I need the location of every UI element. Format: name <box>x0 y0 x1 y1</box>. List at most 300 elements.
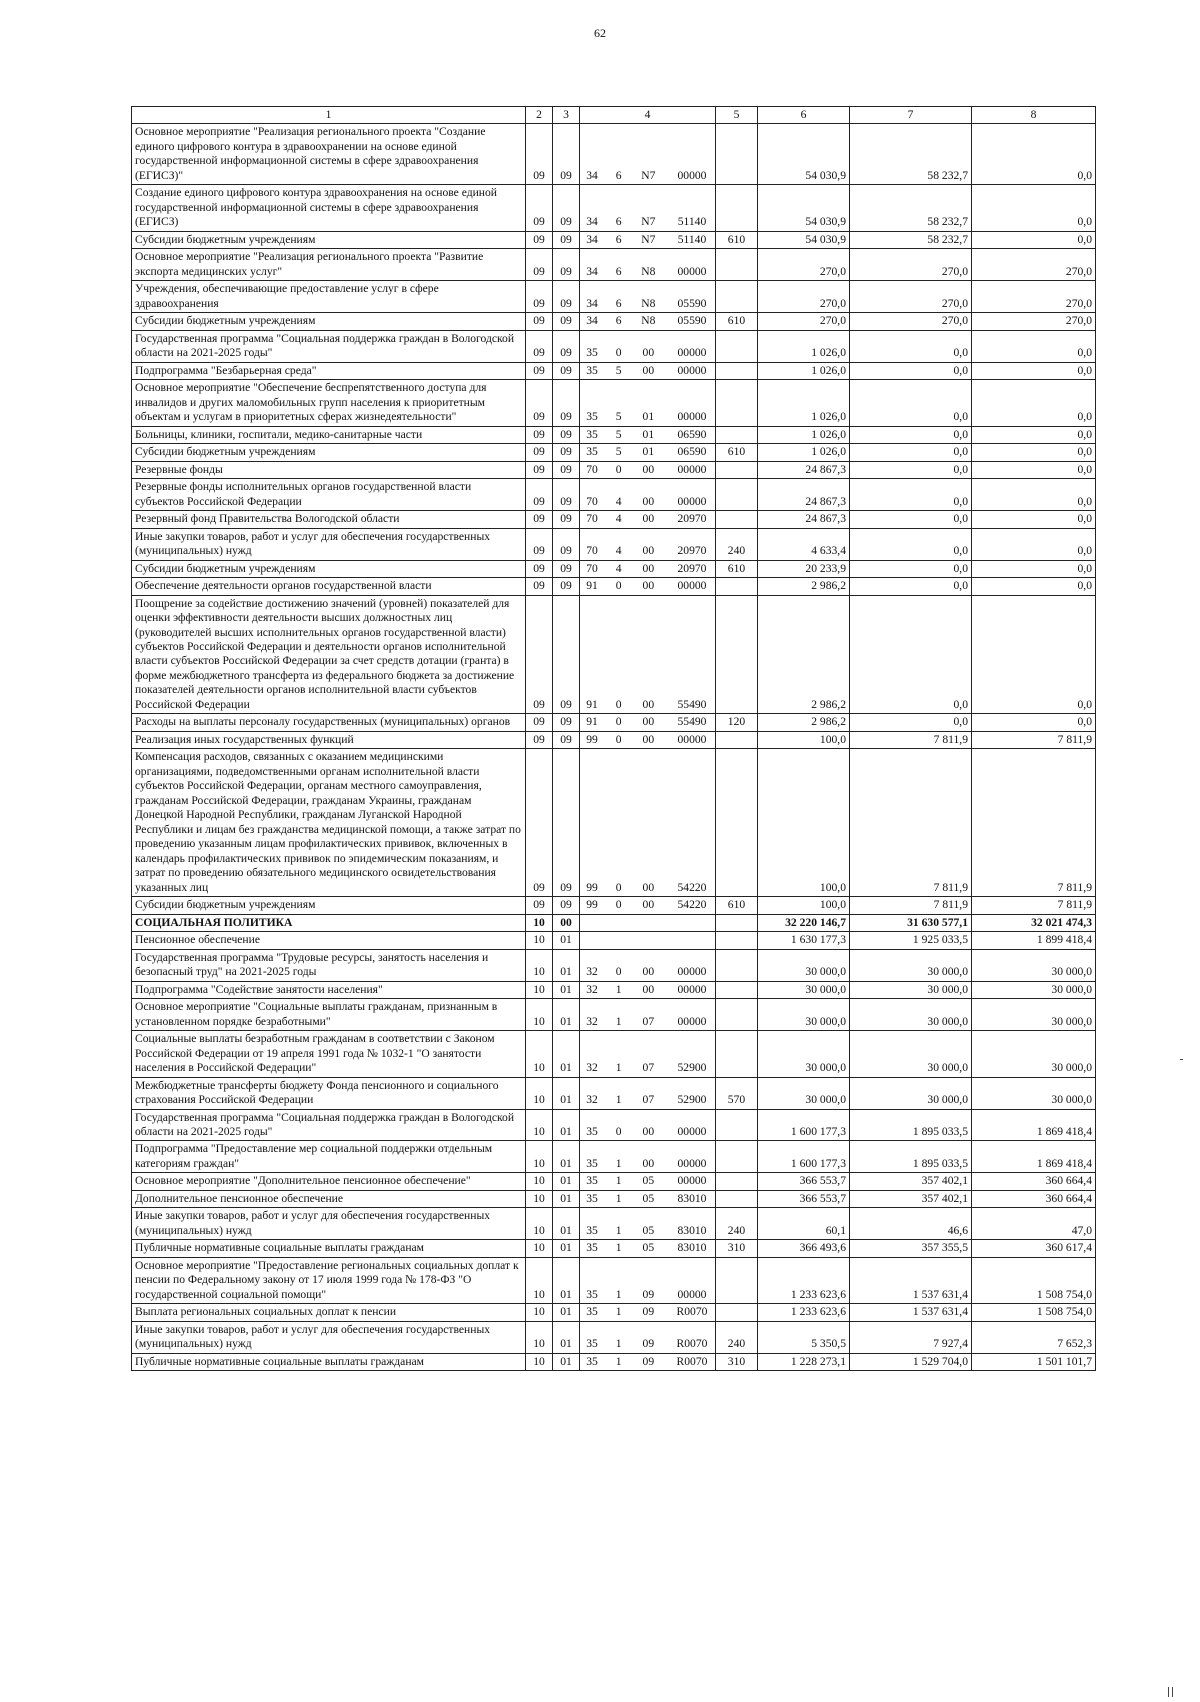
row-expense-type <box>716 731 758 748</box>
row-expense-type <box>716 578 758 595</box>
row-amount-2024: 30 000,0 <box>850 1031 972 1077</box>
target-article-part: 01 <box>642 410 655 424</box>
row-expense-type <box>716 932 758 949</box>
row-amount-2023: 366 553,7 <box>758 1190 850 1207</box>
target-article-part: N8 <box>641 264 656 278</box>
row-section-code: 10 <box>526 1208 553 1240</box>
row-amount-2023: 4 633,4 <box>758 528 850 560</box>
target-article-part: 0 <box>615 697 622 711</box>
row-section-code: 10 <box>526 914 553 931</box>
row-amount-2024: 0,0 <box>850 461 972 478</box>
row-amount-2025: 0,0 <box>972 444 1096 461</box>
row-section-code: 09 <box>526 897 553 914</box>
budget-table <box>131 106 1096 1371</box>
row-target-article <box>580 1353 716 1370</box>
target-article-part: 1 <box>615 1014 622 1028</box>
target-article-part: 00 <box>642 494 655 508</box>
row-description: Государственная программа "Трудовые ресурсы, занятость населения и безопасный труд" на 2021-2025 годы <box>132 949 526 981</box>
target-article-part: 34 <box>586 314 598 328</box>
target-article-part: 34 <box>586 215 598 229</box>
table-row <box>132 731 1096 748</box>
target-article-part: 6 <box>615 264 622 278</box>
row-section-code: 10 <box>526 1077 553 1109</box>
row-target-article <box>580 1208 716 1240</box>
row-expense-type <box>716 981 758 998</box>
column-header: 7 <box>850 107 972 124</box>
target-article-part: 0 <box>615 1125 622 1138</box>
row-description: Резервный фонд Правительства Вологодской области <box>132 511 526 528</box>
target-article-part: 1 <box>615 1305 622 1319</box>
target-article-parts <box>583 579 712 593</box>
target-article-part: 00000 <box>677 410 707 424</box>
row-section-code: 10 <box>526 1190 553 1207</box>
row-description: Субсидии бюджетным учреждениям <box>132 897 526 914</box>
row-subsection-code: 01 <box>553 1321 580 1353</box>
target-article-part: 83010 <box>677 1191 707 1205</box>
row-target-article <box>580 380 716 426</box>
row-subsection-code: 01 <box>553 949 580 981</box>
target-article-part: 34 <box>586 232 598 246</box>
row-amount-2024: 30 000,0 <box>850 1077 972 1109</box>
row-target-article <box>580 981 716 998</box>
row-amount-2025: 7 652,3 <box>972 1321 1096 1353</box>
row-target-article <box>580 897 716 914</box>
target-article-parts <box>583 428 712 442</box>
row-section-code: 10 <box>526 1321 553 1353</box>
row-amount-2025: 0,0 <box>972 528 1096 560</box>
row-section-code: 09 <box>526 714 553 731</box>
row-section-code: 09 <box>526 330 553 362</box>
target-article-part: 0 <box>615 579 622 593</box>
row-expense-type: 610 <box>716 313 758 330</box>
row-target-article <box>580 714 716 731</box>
target-article-parts <box>583 733 712 747</box>
row-expense-type <box>716 249 758 281</box>
row-subsection-code: 09 <box>553 560 580 577</box>
row-section-code: 09 <box>526 249 553 281</box>
target-article-parts <box>583 698 712 712</box>
table-row <box>132 461 1096 478</box>
target-article-part: 35 <box>586 1174 598 1188</box>
target-article-part: 52900 <box>677 1093 707 1107</box>
target-article-part: R0070 <box>676 1354 708 1368</box>
row-section-code: 09 <box>526 749 553 897</box>
target-article-part: 5 <box>615 410 622 424</box>
row-amount-2024: 30 000,0 <box>850 981 972 998</box>
target-article-part: 20970 <box>677 544 707 558</box>
row-amount-2025: 1 869 418,4 <box>972 1141 1096 1173</box>
margin-mark <box>1180 1059 1183 1060</box>
target-article-part: 99 <box>586 732 598 746</box>
target-article-parts <box>583 881 712 895</box>
target-article-parts <box>583 715 712 729</box>
target-article-parts <box>583 297 712 311</box>
target-article-part: 00 <box>642 363 655 377</box>
target-article-part: 70 <box>586 561 598 575</box>
target-article-part: 35 <box>586 346 598 360</box>
row-target-article <box>580 1031 716 1077</box>
row-subsection-code: 09 <box>553 897 580 914</box>
target-article-part: 35 <box>586 1241 598 1255</box>
row-expense-type <box>716 1304 758 1321</box>
target-article-part: 00 <box>642 982 655 996</box>
row-amount-2024: 1 895 033,5 <box>850 1109 972 1141</box>
row-section-code: 09 <box>526 479 553 511</box>
row-amount-2024: 0,0 <box>850 714 972 731</box>
row-description: Учреждения, обеспечивающие предоставление услуг в сфере здравоохранения <box>132 281 526 313</box>
table-row <box>132 185 1096 231</box>
target-article-parts <box>583 346 712 360</box>
table-row <box>132 595 1096 714</box>
table-row <box>132 932 1096 949</box>
table-row <box>132 511 1096 528</box>
target-article-parts <box>583 265 712 279</box>
row-expense-type <box>716 595 758 714</box>
row-expense-type <box>716 362 758 379</box>
row-description: Иные закупки товаров, работ и услуг для обеспечения государственных (муниципальных) нужд <box>132 1208 526 1240</box>
row-amount-2024: 270,0 <box>850 281 972 313</box>
row-section-code: 09 <box>526 426 553 443</box>
target-article-part: 35 <box>586 1223 598 1237</box>
row-expense-type: 310 <box>716 1353 758 1370</box>
target-article-part: 35 <box>586 1287 598 1301</box>
row-subsection-code: 09 <box>553 281 580 313</box>
target-article-part: 32 <box>586 982 598 996</box>
row-section-code: 09 <box>526 185 553 231</box>
row-description: Социальные выплаты безработным гражданам в соответствии с Законом Российской Федерации от 19 апреля 1991 года № 1032-1 "О занятости населения в Российской Федерации" <box>132 1031 526 1077</box>
row-amount-2025: 47,0 <box>972 1208 1096 1240</box>
row-description: Подпрограмма "Безбарьерная среда" <box>132 362 526 379</box>
target-article-parts <box>583 1125 712 1139</box>
row-description: Пенсионное обеспечение <box>132 932 526 949</box>
row-subsection-code: 01 <box>553 1353 580 1370</box>
target-article-part: 6 <box>615 168 622 182</box>
row-amount-2023: 1 026,0 <box>758 444 850 461</box>
target-article-part: 34 <box>586 296 598 310</box>
row-section-code: 09 <box>526 281 553 313</box>
target-article-part: 20970 <box>677 512 707 526</box>
target-article-parts <box>583 1224 712 1238</box>
target-article-parts <box>583 965 712 979</box>
row-description: Иные закупки товаров, работ и услуг для обеспечения государственных (муниципальных) нужд <box>132 528 526 560</box>
row-amount-2023: 1 600 177,3 <box>758 1141 850 1173</box>
target-article-part: 35 <box>586 1354 598 1368</box>
row-expense-type: 240 <box>716 528 758 560</box>
column-header: 3 <box>553 107 580 124</box>
target-article-part: 00 <box>642 346 655 360</box>
row-target-article <box>580 731 716 748</box>
target-article-part: 35 <box>586 363 598 377</box>
row-section-code: 09 <box>526 461 553 478</box>
table-row <box>132 714 1096 731</box>
row-subsection-code: 01 <box>553 1190 580 1207</box>
row-amount-2025: 0,0 <box>972 714 1096 731</box>
column-header: 1 <box>132 107 526 124</box>
row-target-article <box>580 1321 716 1353</box>
target-article-part: 51140 <box>677 215 707 229</box>
row-amount-2025: 30 000,0 <box>972 1077 1096 1109</box>
target-article-part: 00 <box>642 1156 655 1170</box>
row-section-code: 10 <box>526 999 553 1031</box>
target-article-part: 06590 <box>677 445 707 459</box>
row-amount-2025: 270,0 <box>972 313 1096 330</box>
row-subsection-code: 01 <box>553 1077 580 1109</box>
row-target-article <box>580 362 716 379</box>
row-amount-2024: 30 000,0 <box>850 949 972 981</box>
table-row <box>132 1190 1096 1207</box>
row-amount-2023: 1 026,0 <box>758 380 850 426</box>
target-article-part: 07 <box>642 1061 655 1075</box>
target-article-part: 51140 <box>677 232 707 246</box>
row-expense-type <box>716 949 758 981</box>
target-article-parts <box>583 1061 712 1075</box>
target-article-parts <box>583 495 712 509</box>
row-amount-2024: 357 355,5 <box>850 1240 972 1257</box>
row-subsection-code: 09 <box>553 461 580 478</box>
row-amount-2025: 1 899 418,4 <box>972 932 1096 949</box>
row-description: Поощрение за содействие достижению значений (уровней) показателей для оценки эффективности деятельности высших должностных лиц (руководителей высших исполнительных органов государственной власти) субъектов Российской Федерации и деятельности органов исполнительной власти субъектов Российской Федерации за счет средств дотации (гранта) в форме межбюджетного трансферта из федерального бюджета за достижение показателей деятельности органов исполнительной власти субъектов Российской Федерации <box>132 595 526 714</box>
row-section-code: 09 <box>526 528 553 560</box>
row-target-article <box>580 595 716 714</box>
row-expense-type: 610 <box>716 444 758 461</box>
target-article-parts <box>583 314 712 328</box>
target-article-part: 07 <box>642 1093 655 1107</box>
row-section-code: 09 <box>526 578 553 595</box>
target-article-parts <box>583 898 712 912</box>
target-article-part: R0070 <box>676 1305 708 1319</box>
target-article-part: 0 <box>615 965 622 979</box>
row-amount-2023: 1 233 623,6 <box>758 1257 850 1303</box>
row-subsection-code: 01 <box>553 1173 580 1190</box>
column-header: 4 <box>580 107 716 124</box>
row-target-article <box>580 1304 716 1321</box>
target-article-part: 5 <box>615 445 622 459</box>
row-amount-2025: 0,0 <box>972 595 1096 714</box>
row-expense-type <box>716 1109 758 1141</box>
row-amount-2024: 7 811,9 <box>850 731 972 748</box>
target-article-part: 00 <box>642 579 655 593</box>
row-description: Выплата региональных социальных доплат к пенсии <box>132 1304 526 1321</box>
target-article-parts <box>583 410 712 424</box>
margin-mark <box>1168 1684 1180 1694</box>
row-target-article <box>580 949 716 981</box>
row-section-code: 10 <box>526 932 553 949</box>
row-subsection-code: 01 <box>553 1109 580 1141</box>
target-article-parts <box>583 1174 712 1188</box>
row-expense-type <box>716 1190 758 1207</box>
row-target-article <box>580 461 716 478</box>
row-subsection-code: 09 <box>553 124 580 185</box>
target-article-part: 52900 <box>677 1061 707 1075</box>
row-amount-2025: 270,0 <box>972 281 1096 313</box>
target-article-part: N7 <box>641 232 656 246</box>
table-row <box>132 560 1096 577</box>
target-article-part: 35 <box>586 1191 598 1205</box>
target-article-part: 00 <box>642 732 655 746</box>
row-subsection-code: 09 <box>553 380 580 426</box>
row-expense-type: 610 <box>716 231 758 248</box>
row-description: Реализация иных государственных функций <box>132 731 526 748</box>
target-article-part: 05 <box>642 1241 655 1255</box>
row-section-code: 10 <box>526 981 553 998</box>
row-amount-2025: 0,0 <box>972 560 1096 577</box>
row-amount-2025: 1 501 101,7 <box>972 1353 1096 1370</box>
target-article-part: 1 <box>615 1287 622 1301</box>
row-expense-type <box>716 1031 758 1077</box>
target-article-parts <box>583 983 712 997</box>
row-section-code: 09 <box>526 595 553 714</box>
row-amount-2024: 0,0 <box>850 528 972 560</box>
row-target-article <box>580 1109 716 1141</box>
target-article-part: 70 <box>586 512 598 526</box>
table-row <box>132 1173 1096 1190</box>
row-amount-2023: 24 867,3 <box>758 461 850 478</box>
target-article-part: 4 <box>615 494 622 508</box>
target-article-part: 05 <box>642 1174 655 1188</box>
column-header-row <box>132 107 1096 124</box>
row-description: Субсидии бюджетным учреждениям <box>132 313 526 330</box>
target-article-part: 4 <box>615 512 622 526</box>
row-expense-type <box>716 380 758 426</box>
row-amount-2024: 31 630 577,1 <box>850 914 972 931</box>
target-article-part: 09 <box>642 1305 655 1319</box>
row-section-code: 09 <box>526 362 553 379</box>
row-target-article <box>580 1190 716 1207</box>
column-header: 6 <box>758 107 850 124</box>
table-row <box>132 281 1096 313</box>
target-article-parts <box>583 1241 712 1255</box>
table-row <box>132 1141 1096 1173</box>
row-subsection-code: 09 <box>553 578 580 595</box>
row-amount-2023: 366 553,7 <box>758 1173 850 1190</box>
row-amount-2025: 0,0 <box>972 124 1096 185</box>
target-article-part: 99 <box>586 880 598 894</box>
row-amount-2024: 58 232,7 <box>850 124 972 185</box>
target-article-part: N8 <box>641 314 656 328</box>
target-article-parts <box>583 1305 712 1319</box>
row-amount-2024: 0,0 <box>850 479 972 511</box>
row-amount-2023: 20 233,9 <box>758 560 850 577</box>
target-article-part: 35 <box>586 1337 598 1351</box>
target-article-parts <box>583 1192 712 1206</box>
target-article-part: 6 <box>615 215 622 229</box>
row-expense-type <box>716 461 758 478</box>
target-article-part: 34 <box>586 168 598 182</box>
target-article-part: 09 <box>642 1337 655 1351</box>
row-subsection-code: 09 <box>553 231 580 248</box>
target-article-part: 0 <box>615 880 622 894</box>
row-amount-2025: 0,0 <box>972 479 1096 511</box>
target-article-part: 0 <box>615 462 622 476</box>
target-article-part: 54220 <box>677 880 707 894</box>
row-amount-2025: 270,0 <box>972 249 1096 281</box>
row-subsection-code: 01 <box>553 1240 580 1257</box>
row-amount-2023: 1 026,0 <box>758 330 850 362</box>
row-section-code: 10 <box>526 1141 553 1173</box>
row-amount-2023: 2 986,2 <box>758 714 850 731</box>
row-description: Расходы на выплаты персоналу государственных (муниципальных) органов <box>132 714 526 731</box>
row-section-code: 10 <box>526 1173 553 1190</box>
target-article-part: 00 <box>642 544 655 558</box>
column-header: 2 <box>526 107 553 124</box>
row-target-article <box>580 479 716 511</box>
table-row <box>132 1257 1096 1303</box>
table-row <box>132 1031 1096 1077</box>
row-target-article <box>580 281 716 313</box>
row-amount-2024: 0,0 <box>850 426 972 443</box>
target-article-parts <box>583 1337 712 1351</box>
target-article-parts <box>583 463 712 477</box>
row-amount-2023: 1 600 177,3 <box>758 1109 850 1141</box>
target-article-part: 0 <box>615 732 622 746</box>
table-row <box>132 124 1096 185</box>
row-amount-2023: 2 986,2 <box>758 595 850 714</box>
table-row <box>132 1208 1096 1240</box>
column-header: 8 <box>972 107 1096 124</box>
target-article-part: 1 <box>615 1093 622 1107</box>
row-target-article <box>580 444 716 461</box>
row-amount-2025: 30 000,0 <box>972 981 1096 998</box>
row-amount-2025: 0,0 <box>972 185 1096 231</box>
row-description: Субсидии бюджетным учреждениям <box>132 231 526 248</box>
target-article-part: 35 <box>586 1305 598 1319</box>
row-description: Государственная программа "Социальная поддержка граждан в Вологодской области на 2021-2025 годы" <box>132 1109 526 1141</box>
row-amount-2023: 30 000,0 <box>758 999 850 1031</box>
row-amount-2024: 58 232,7 <box>850 231 972 248</box>
row-amount-2023: 60,1 <box>758 1208 850 1240</box>
target-article-part: N8 <box>641 296 656 310</box>
target-article-part: 91 <box>586 697 598 711</box>
target-article-part: 00000 <box>677 346 707 360</box>
target-article-part: 83010 <box>677 1223 707 1237</box>
row-amount-2024: 1 895 033,5 <box>850 1141 972 1173</box>
row-section-code: 09 <box>526 231 553 248</box>
row-amount-2023: 30 000,0 <box>758 1031 850 1077</box>
row-amount-2025: 0,0 <box>972 362 1096 379</box>
row-amount-2025: 0,0 <box>972 231 1096 248</box>
table-row <box>132 1304 1096 1321</box>
target-article-part: 6 <box>615 232 622 246</box>
target-article-part: 1 <box>615 1241 622 1255</box>
target-article-part: 32 <box>586 1061 598 1075</box>
table-row <box>132 1240 1096 1257</box>
target-article-parts <box>583 1288 712 1302</box>
target-article-part: 55490 <box>677 715 707 729</box>
target-article-part: 1 <box>615 1191 622 1205</box>
row-amount-2023: 2 986,2 <box>758 578 850 595</box>
row-expense-type: 120 <box>716 714 758 731</box>
target-article-part: N7 <box>641 168 656 182</box>
row-subsection-code: 09 <box>553 444 580 461</box>
target-article-part: 00000 <box>677 1014 707 1028</box>
target-article-part: 09 <box>642 1287 655 1301</box>
row-subsection-code: 09 <box>553 511 580 528</box>
target-article-part: 00000 <box>677 264 707 278</box>
row-expense-type <box>716 914 758 931</box>
target-article-part: 00 <box>642 880 655 894</box>
target-article-part: 00 <box>642 898 655 912</box>
row-description: Основное мероприятие "Предоставление региональных социальных доплат к пенсии по Федеральному закону от 17 июля 1999 года № 178-ФЗ "О государственной социальной помощи" <box>132 1257 526 1303</box>
row-amount-2023: 54 030,9 <box>758 185 850 231</box>
target-article-part: 1 <box>615 1337 622 1351</box>
row-amount-2024: 58 232,7 <box>850 185 972 231</box>
column-header: 5 <box>716 107 758 124</box>
row-expense-type: 610 <box>716 560 758 577</box>
row-expense-type <box>716 1141 758 1173</box>
target-article-part: 70 <box>586 544 598 558</box>
row-subsection-code: 01 <box>553 932 580 949</box>
target-article-part: 00000 <box>677 168 707 182</box>
